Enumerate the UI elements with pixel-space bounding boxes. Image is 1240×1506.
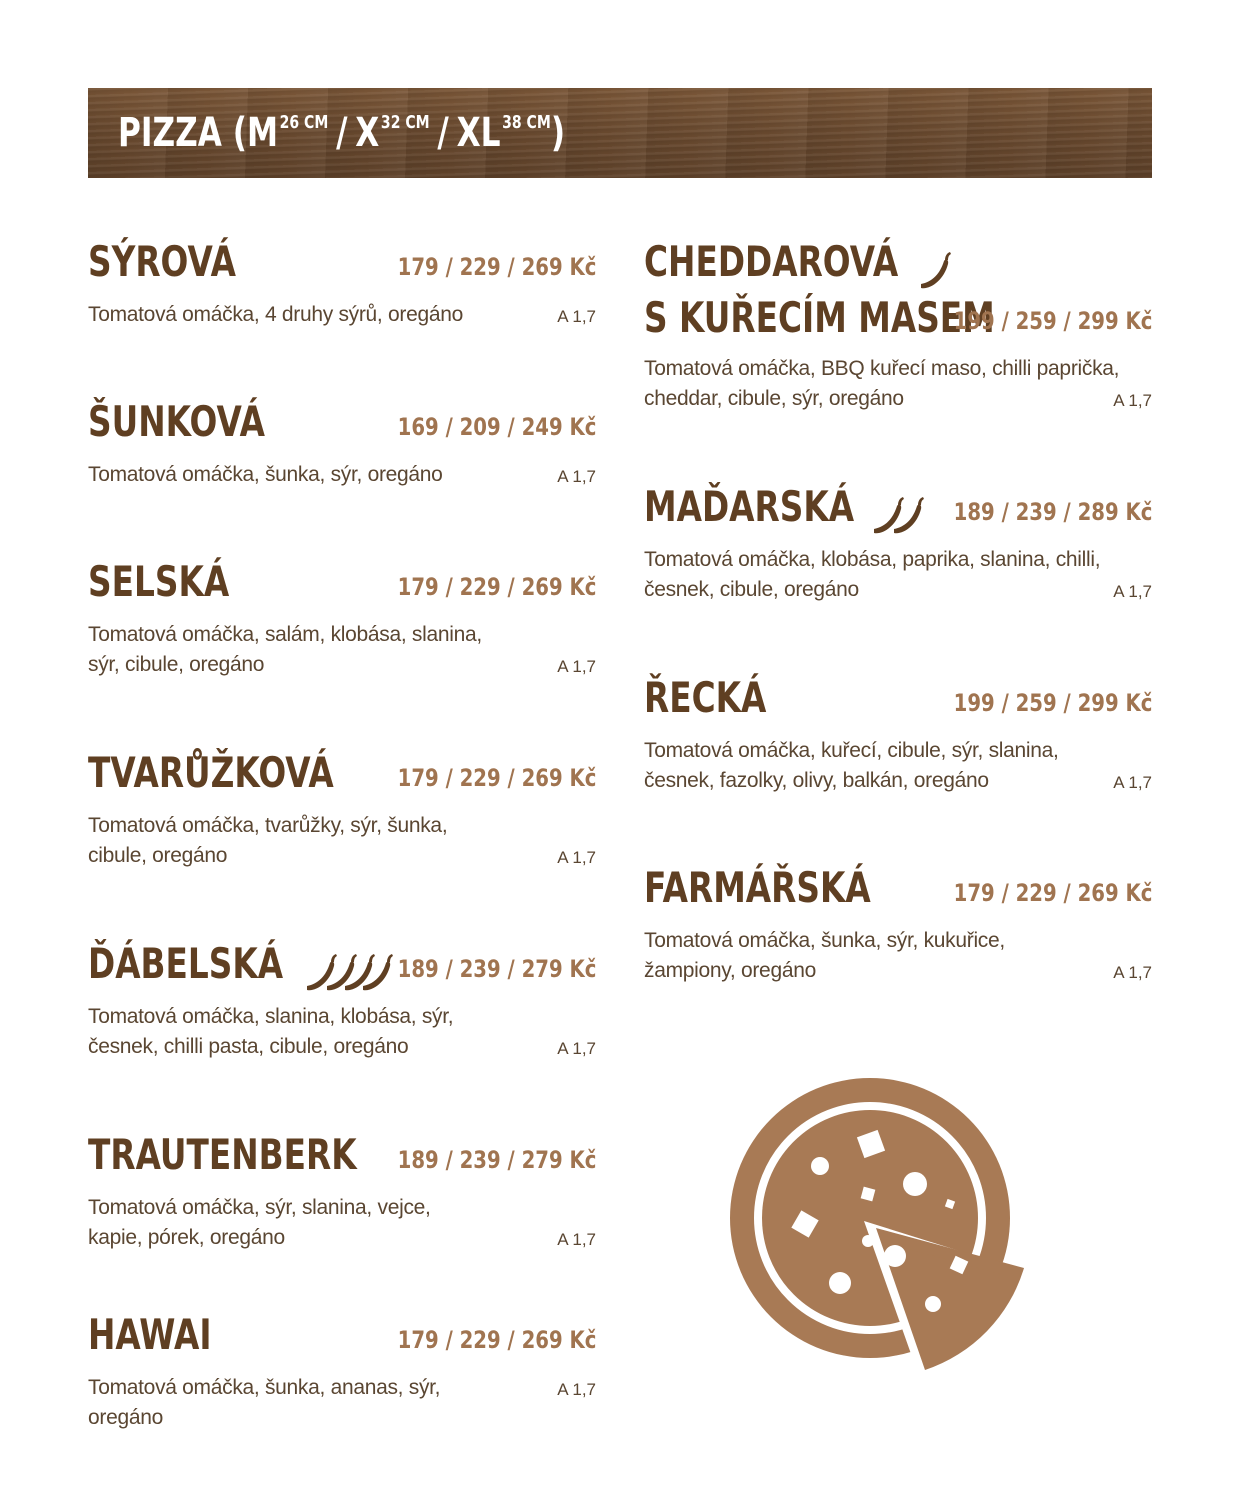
item-price: 179 / 229 / 269 Kč bbox=[397, 573, 596, 601]
desc-line: cibule, oregáno bbox=[88, 844, 228, 867]
chilli-rating-4 bbox=[304, 952, 394, 996]
item-description bbox=[644, 926, 1124, 986]
allergen-code: A 1,7 bbox=[1113, 391, 1152, 410]
item-description bbox=[88, 300, 508, 330]
desc-line: žampiony, oregáno bbox=[644, 959, 816, 982]
allergen-code: A 1,7 bbox=[557, 657, 596, 676]
item-name: HAWAI bbox=[88, 1310, 212, 1359]
item-description bbox=[644, 354, 1124, 414]
page-title bbox=[118, 110, 565, 156]
item-price: 189 / 239 / 279 Kč bbox=[397, 1146, 596, 1174]
item-description bbox=[88, 1002, 508, 1062]
item-name: ŠUNKOVÁ bbox=[88, 397, 265, 446]
allergen-code: A 1,7 bbox=[1113, 773, 1152, 792]
size-xl-label: 38 CM bbox=[502, 112, 551, 133]
menu-item bbox=[88, 398, 596, 498]
item-name: SÝROVÁ bbox=[88, 237, 237, 286]
chilli-rating-2 bbox=[871, 495, 927, 539]
item-name: CHEDDAROVÁ bbox=[644, 237, 899, 286]
desc-line: Tomatová omáčka, 4 druhy sýrů, oregáno bbox=[88, 303, 463, 326]
item-description bbox=[88, 1193, 508, 1253]
header-banner bbox=[88, 88, 1152, 178]
allergen-code: A 1,7 bbox=[557, 1039, 596, 1058]
desc-line: Tomatová omáčka, kuřecí, cibule, sýr, slanina, bbox=[644, 739, 1059, 762]
item-price: 189 / 239 / 289 Kč bbox=[953, 498, 1152, 526]
allergen-code: A 1,7 bbox=[557, 848, 596, 867]
item-name: TVARŮŽKOVÁ bbox=[88, 748, 334, 797]
desc-line: Tomatová omáčka, tvarůžky, sýr, šunka, bbox=[88, 814, 448, 837]
item-name-line2: S KUŘECÍM MASEM bbox=[644, 293, 995, 342]
item-description bbox=[88, 460, 508, 490]
size-x-label: 32 CM bbox=[380, 112, 430, 133]
allergen-code: A 1,7 bbox=[557, 1230, 596, 1249]
menu-item bbox=[88, 1310, 596, 1429]
desc-line: sýr, cibule, oregáno bbox=[88, 653, 265, 676]
item-description bbox=[88, 1373, 508, 1433]
menu-item bbox=[88, 749, 596, 879]
menu-item bbox=[644, 674, 1152, 804]
desc-line: Tomatová omáčka, šunka, ananas, sýr, oregáno bbox=[88, 1376, 441, 1429]
desc-line: Tomatová omáčka, slanina, klobása, sýr, bbox=[88, 1005, 454, 1028]
item-name: MAĎARSKÁ bbox=[644, 482, 855, 531]
title-separator: / bbox=[437, 110, 449, 156]
desc-line: Tomatová omáčka, BBQ kuřecí maso, chilli paprička, bbox=[644, 357, 1120, 380]
desc-line: Tomatová omáčka, sýr, slanina, vejce, bbox=[88, 1196, 431, 1219]
title-separator: / bbox=[336, 110, 348, 156]
pizza-slice-icon bbox=[730, 1078, 1030, 1378]
item-description bbox=[644, 545, 1124, 605]
item-price: 179 / 229 / 269 Kč bbox=[397, 764, 596, 792]
item-price: 179 / 229 / 269 Kč bbox=[397, 253, 596, 281]
item-name: ŘECKÁ bbox=[644, 673, 767, 722]
menu-item bbox=[88, 558, 596, 688]
allergen-code: A 1,7 bbox=[557, 307, 596, 326]
desc-line: Tomatová omáčka, šunka, sýr, oregáno bbox=[88, 463, 443, 486]
size-xl: XL bbox=[456, 110, 501, 156]
item-price: 179 / 229 / 269 Kč bbox=[397, 1326, 596, 1354]
desc-line: Tomatová omáčka, salám, klobása, slanina, bbox=[88, 623, 482, 646]
item-name: SELSKÁ bbox=[88, 557, 230, 606]
desc-line: česnek, chilli pasta, cibule, oregáno bbox=[88, 1035, 409, 1058]
menu-item bbox=[88, 238, 596, 338]
menu-item bbox=[88, 1131, 596, 1261]
menu-item bbox=[644, 864, 1152, 994]
menu-item bbox=[88, 940, 596, 1070]
menu-item bbox=[644, 238, 1152, 418]
desc-line: kapie, pórek, oregáno bbox=[88, 1226, 285, 1249]
item-price: 179 / 229 / 269 Kč bbox=[953, 879, 1152, 907]
title-close-paren: ) bbox=[550, 110, 566, 156]
item-price: 189 / 239 / 279 Kč bbox=[397, 955, 596, 983]
allergen-code: A 1,7 bbox=[557, 467, 596, 486]
item-description bbox=[644, 736, 1124, 796]
item-price: 199 / 259 / 299 Kč bbox=[953, 689, 1152, 717]
allergen-code: A 1,7 bbox=[557, 1380, 596, 1399]
title-pizza: PIZZA (M bbox=[118, 110, 279, 156]
desc-line: Tomatová omáčka, šunka, sýr, kukuřice, bbox=[644, 929, 1005, 952]
item-name: FARMÁŘSKÁ bbox=[644, 863, 871, 912]
chilli-pepper-icon bbox=[921, 252, 951, 288]
allergen-code: A 1,7 bbox=[1113, 582, 1152, 601]
size-x: X bbox=[355, 110, 380, 156]
item-price: 169 / 209 / 249 Kč bbox=[397, 413, 596, 441]
desc-line: cheddar, cibule, sýr, oregáno bbox=[644, 387, 904, 410]
desc-line: Tomatová omáčka, klobása, paprika, slanina, chilli, bbox=[644, 548, 1101, 571]
desc-line: česnek, cibule, oregáno bbox=[644, 578, 859, 601]
menu-item bbox=[644, 483, 1152, 613]
desc-line: česnek, fazolky, olivy, balkán, oregáno bbox=[644, 769, 989, 792]
allergen-code: A 1,7 bbox=[1113, 963, 1152, 982]
item-price: 199 / 259 / 299 Kč bbox=[953, 307, 1152, 335]
item-description bbox=[88, 811, 508, 871]
item-name: ĎÁBELSKÁ bbox=[88, 939, 284, 988]
item-description bbox=[88, 620, 508, 680]
chilli-rating-1 bbox=[918, 250, 954, 294]
item-name: TRAUTENBERK bbox=[88, 1130, 357, 1179]
size-m-label: 26 CM bbox=[279, 112, 329, 133]
